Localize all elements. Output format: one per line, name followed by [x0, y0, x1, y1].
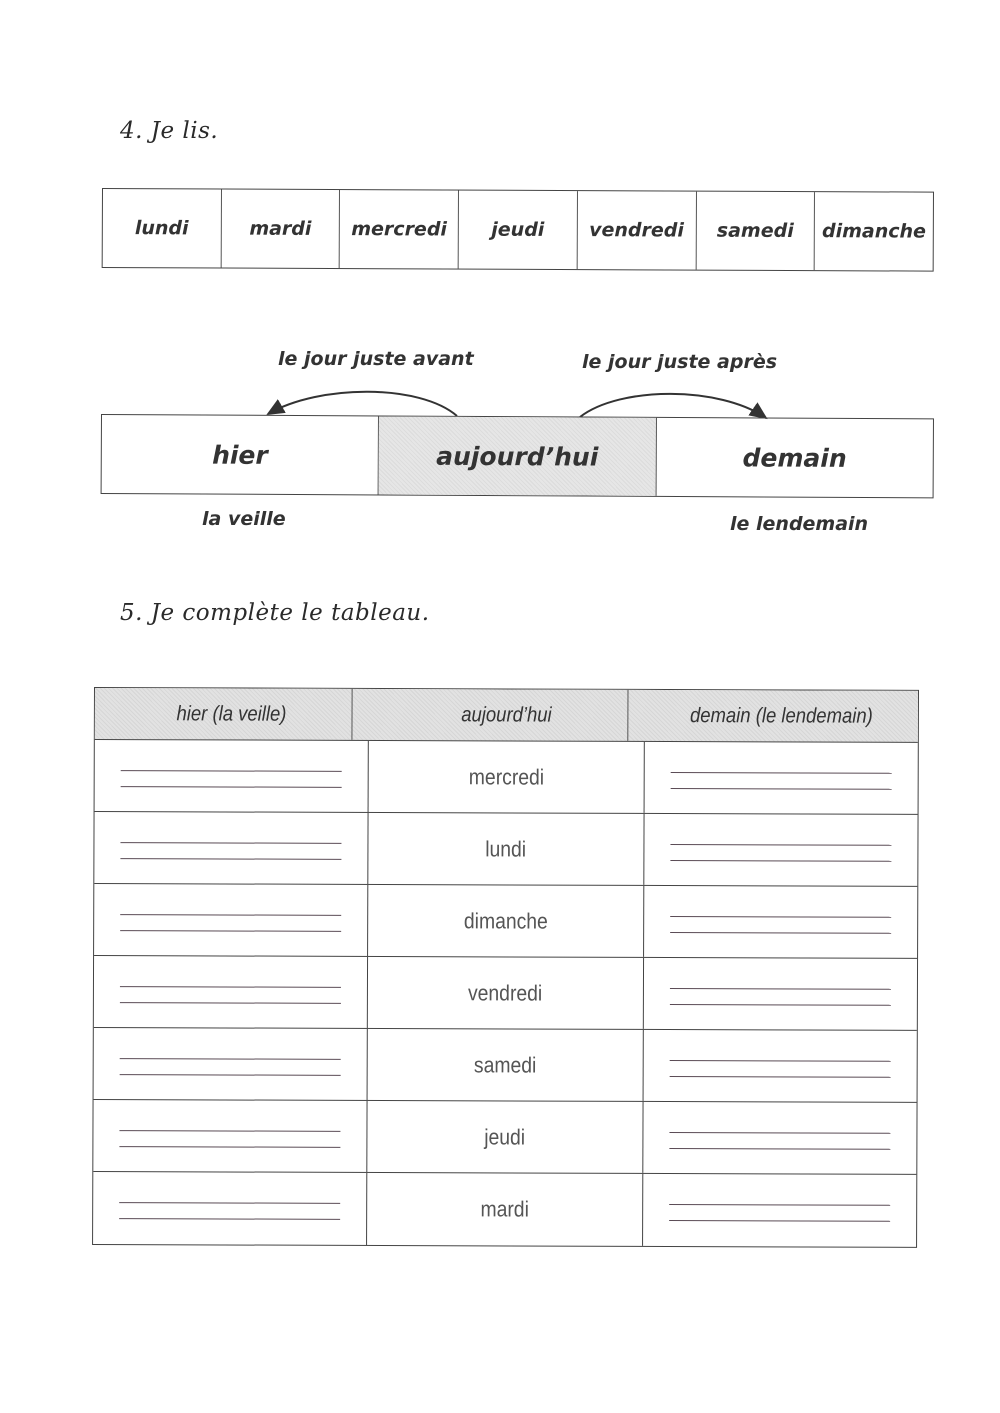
today-cell: jeudi	[367, 1101, 643, 1173]
today-cell: samedi	[368, 1029, 644, 1101]
today-cell: dimanche	[368, 885, 644, 957]
label-day-before: le jour juste avant	[278, 348, 474, 370]
day-sunday: dimanche	[821, 220, 927, 243]
days-of-week-row	[102, 188, 934, 272]
header-yesterday: hier (la veille)	[111, 688, 352, 740]
today-cell: mercredi	[369, 741, 645, 813]
day-saturday: samedi	[696, 192, 815, 271]
day-wednesday: mercredi	[340, 190, 459, 269]
blank-tomorrow[interactable]	[644, 958, 917, 1030]
day-monday: lundi	[103, 189, 222, 268]
today-cell: lundi	[368, 813, 644, 885]
days-table	[92, 687, 919, 1248]
header-today: aujourd’hui	[385, 689, 628, 741]
label-eve: la veille	[202, 508, 286, 530]
table-row	[93, 1172, 916, 1247]
blank-yesterday[interactable]	[94, 956, 368, 1028]
blank-tomorrow[interactable]	[645, 742, 918, 814]
blank-yesterday[interactable]	[94, 1028, 368, 1100]
blank-yesterday[interactable]	[93, 1100, 367, 1172]
blank-tomorrow[interactable]	[644, 1030, 917, 1102]
day-thursday: jeudi	[459, 191, 578, 270]
blank-yesterday[interactable]	[94, 812, 368, 884]
table-row	[94, 884, 917, 959]
day-tuesday: mardi	[221, 190, 340, 269]
blank-yesterday[interactable]	[93, 1172, 367, 1245]
blank-tomorrow[interactable]	[643, 1174, 916, 1247]
day-friday: vendredi	[578, 191, 697, 270]
blank-tomorrow[interactable]	[644, 886, 917, 958]
table-header-row	[95, 688, 918, 743]
blank-yesterday[interactable]	[94, 884, 368, 956]
table-row	[95, 740, 918, 815]
blank-yesterday[interactable]	[95, 740, 369, 812]
arrow-right-icon	[580, 394, 766, 418]
section-4-heading: 4. Je lis.	[120, 118, 219, 144]
header-tomorrow: demain (le lendemain)	[689, 703, 873, 728]
table-row	[94, 956, 917, 1031]
yesterday-today-tomorrow-bar	[101, 414, 934, 498]
arrow-left-icon	[268, 392, 457, 416]
table-row	[93, 1100, 916, 1175]
label-day-after: le jour juste après	[582, 351, 778, 373]
today-cell: vendredi	[368, 957, 644, 1029]
section-5-heading: 5. Je complète le tableau.	[120, 600, 430, 626]
bar-tomorrow: demain	[742, 442, 847, 473]
blank-tomorrow[interactable]	[644, 814, 917, 886]
today-cell: mardi	[367, 1173, 643, 1246]
bar-yesterday: hier	[102, 415, 380, 494]
label-next-day: le lendemain	[730, 513, 869, 535]
table-row	[94, 1028, 917, 1103]
bar-today: aujourd’hui	[379, 416, 657, 495]
table-row	[94, 812, 917, 887]
blank-tomorrow[interactable]	[643, 1102, 916, 1174]
